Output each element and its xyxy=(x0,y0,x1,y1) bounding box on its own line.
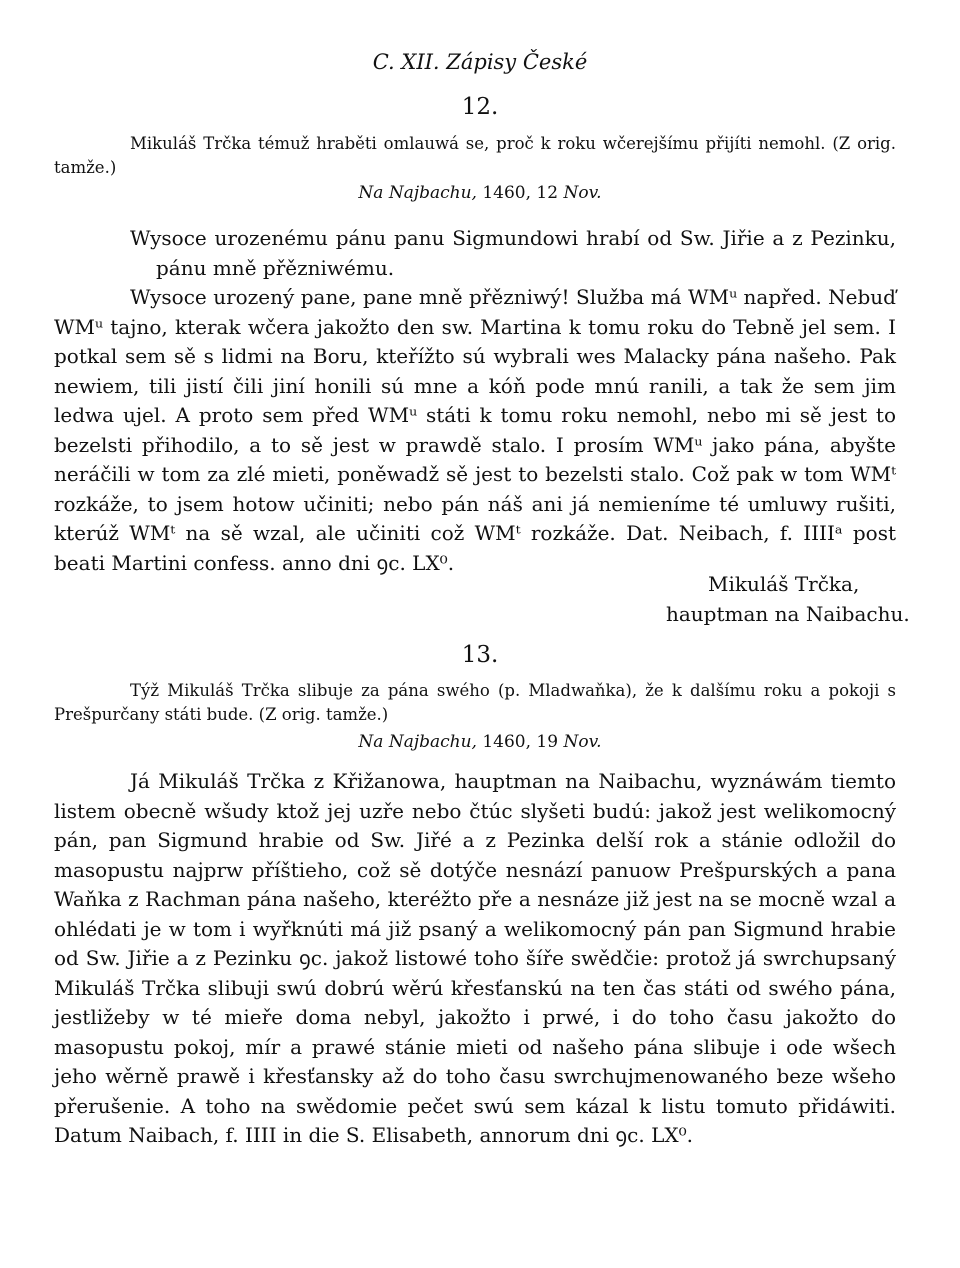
document-13-dateline xyxy=(0,732,960,752)
document-13-body xyxy=(54,767,896,1151)
document-12-signature-title: hauptman na Naibachu. xyxy=(666,602,910,626)
document-12-body xyxy=(54,224,896,578)
document-12-summary: Mikuláš Trčka témuž hraběti omlauwá se, proč k roku wčerejšímu přijíti nemohl. (Z orig. tamže.) xyxy=(54,134,896,177)
document-12-dateline xyxy=(0,183,960,203)
document-number-12: 12. xyxy=(461,94,499,120)
document-12-address: Wysoce urozenému pánu panu Sigmundowi hrabí od Sw. Jiřie a z Pezinku, pánu mně přězniwému. xyxy=(130,226,896,280)
dateline-year-day: 1460, 12 xyxy=(476,183,564,203)
document-13-summary: Týž Mikuláš Trčka slibuje za pána swého (p. Mladwaňka), že k dalšímu roku a pokoji s Prešpurčany státi bude. (Z orig. tamže.) xyxy=(54,681,896,724)
dateline-month: Nov. xyxy=(563,732,602,752)
dateline-year-day: 1460, 19 xyxy=(476,732,564,752)
dateline-place: Na Najbachu, xyxy=(358,183,477,203)
document-12-signature-name: Mikuláš Trčka, xyxy=(708,572,860,596)
document-number-13: 13. xyxy=(461,642,499,668)
dateline-month: Nov. xyxy=(563,183,602,203)
dateline-place: Na Najbachu, xyxy=(358,732,477,752)
document-12-text: Wysoce urozený pane, pane mně přězniwý! Služba má WMᵘ napřed. Nebuď WMᵘ tajno, kterak wčera jakožto den sw. Martina k tomu roku do Tebně jel sem. I potkal sem sě s lidmi na Boru, kteřížto sú wybrali wes Malacky pána našeho. Pak newiem, tili jistí čili jiní honili sú mne a kóň pode mnú ranili, a tak že sem jim ledwa ujel. A proto sem před WMᵘ státi k tomu roku nemohl, nebo mi sě jest to bezelsti přihodilo, a to sě jest w prawdě stalo. I prosím WMᵘ jako pána, abyšte neráčili w tom za zlé mieti, poněwadž sě jest to bezelsti stalo. Což pak w tom WMᵗ rozkáže, to jsem hotow učiniti; nebo pán náš ani já nemieníme té umluwy rušiti, kterúž WMᵗ na sě wzal, ale učiniti což WMᵗ rozkáže. Dat. Neibach, f. IIIIᵃ post beati Martini confess. anno dni ꝯc. LX⁰. xyxy=(54,285,896,575)
running-head: C. XII. Zápisy České xyxy=(372,50,588,74)
document-13-text: Já Mikuláš Trčka z Křižanowa, hauptman na Naibachu, wyznáwám tiemto listem obecně wšudy ktož jej uzře nebo čtúc slyšeti budú: jakož jest welikomocný pán, pan Sigmund hrabie od Sw. Jiřé a z Pezinka delší rok a stánie odložil do masopustu najprw příštieho, což sě dotýče nesnází panuow Prešpurských a pana Waňka z Rachman pána našeho, kteréžto pře a nesnáze již jest na se mocně wzal a ohlédati je w tom i wyřknúti má již psaný a welikomocný pán pan Sigmund hrabie od Sw. Jiřie a z Pezinku ꝯc. jakož listowé toho šíře swědčie: protož já swrchupsaný Mikuláš Trčka slibuji swú dobrú wěrú křesťanskú na ten čas státi od swého pána, jestližeby w té mieře doma nebyl, jakožto i prwé, i do toho času jakožto do masopustu pokoj, mír a prawé stánie mieti od našeho pána slibuje i ode wšech jeho wěrně prawě i křesťansky až do toho času swrchujmenowaného beze wšeho přerušenie. A toho na swědomie pečet swú sem kázal k listu tomuto přidáwiti. Datum Naibach, f. IIII in die S. Elisabeth, annorum dni ꝯc. LX⁰. xyxy=(54,769,896,1147)
